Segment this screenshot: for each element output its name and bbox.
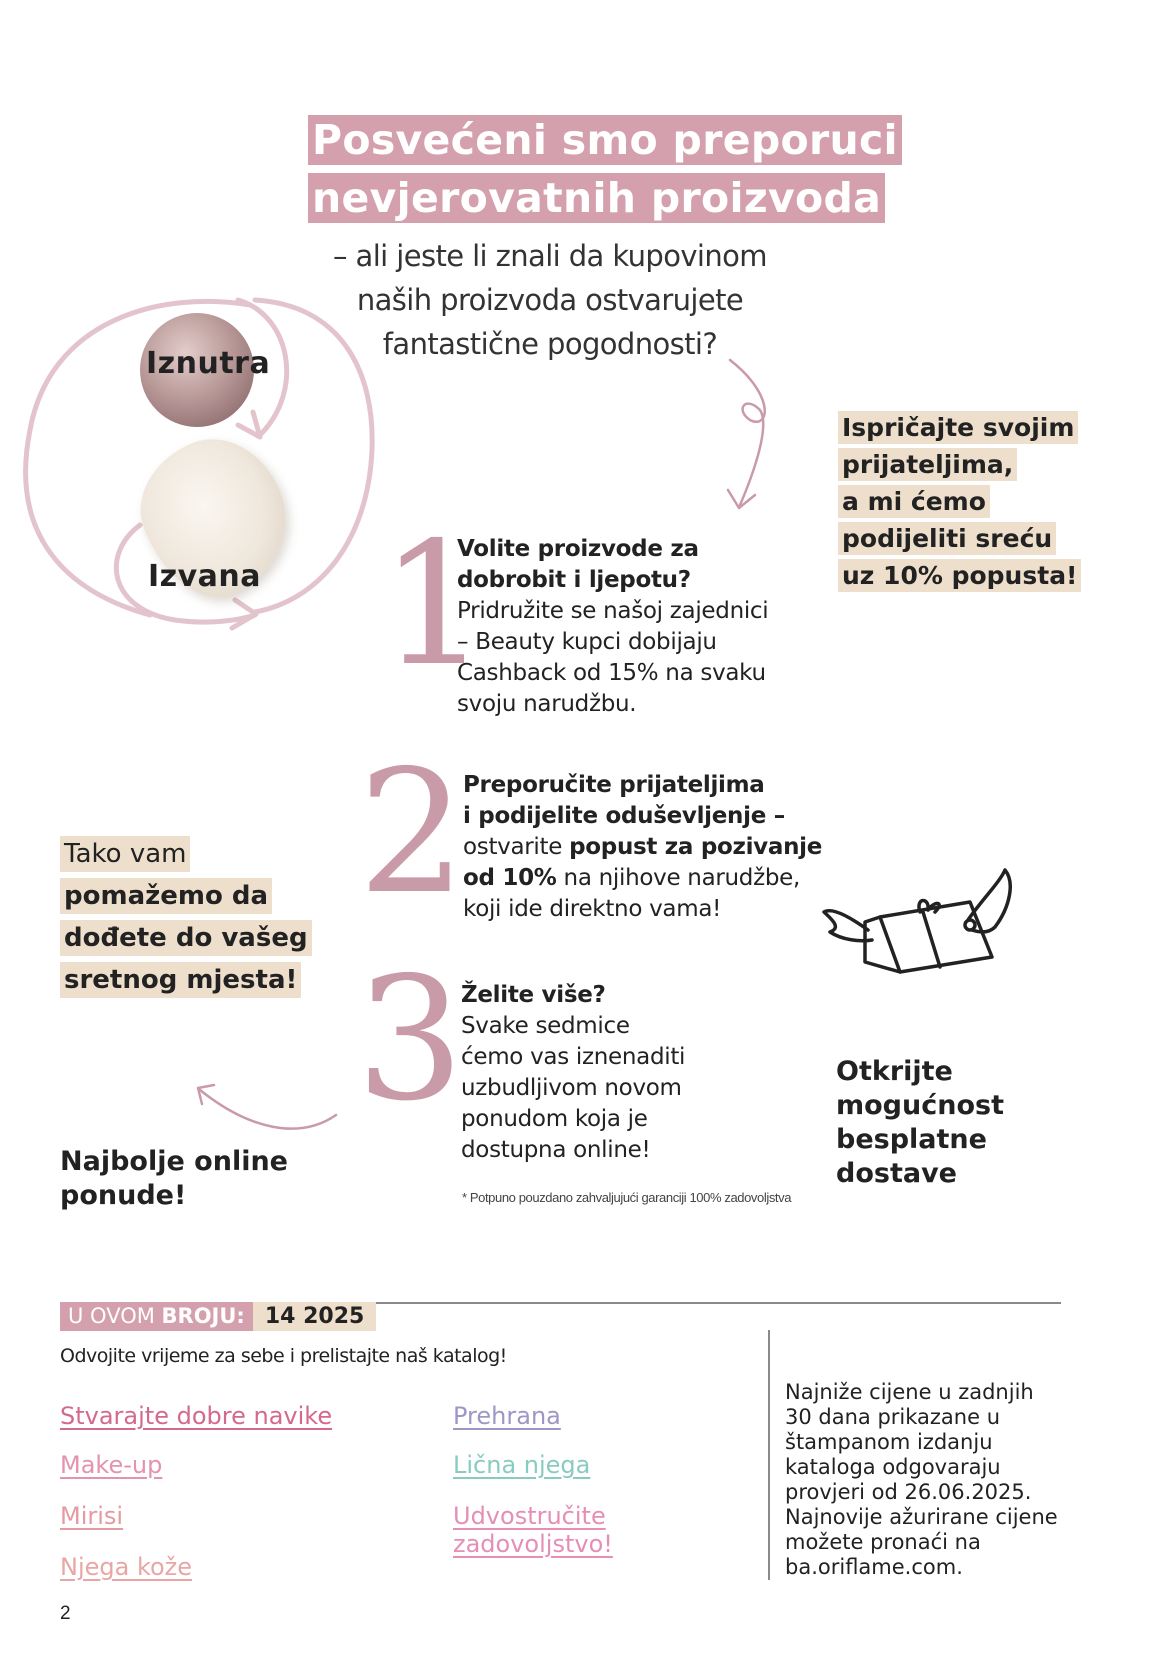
- step-1-text: Volite proizvode za dobrobit i ljepotu? Pridružite se našoj zajednici – Beauty kupci dobijaju Cashback od 15% na svaku svoju narudžbu.: [457, 536, 769, 717]
- page-title-line-2: nevjerovatnih proizvoda: [308, 173, 885, 223]
- step-2-number: 2: [358, 734, 467, 932]
- toc-link-personal-care[interactable]: Lična njega: [453, 1451, 591, 1479]
- toc-link-good-habits[interactable]: Stvarajte dobre navike: [60, 1402, 333, 1430]
- subtitle: – ali jeste li znali da kupovinom naših proizvoda ostvarujete fantastične pogodnosti?: [333, 239, 767, 361]
- section-divider: [345, 1302, 1061, 1304]
- flying-gift-box-icon: [820, 862, 1020, 1002]
- toc-link-skin-care[interactable]: Njega kože: [60, 1553, 193, 1581]
- toc-link-double-satisfaction[interactable]: Udvostručite zadovoljstvo!: [453, 1502, 613, 1558]
- toc-link-nutrition[interactable]: Prehrana: [453, 1402, 561, 1430]
- step-3-text: Želite više? Svake sedmice ćemo vas iznenaditi uzbudljivom novom ponudom koja je dostupna online!: [461, 982, 686, 1163]
- guarantee-footnote: * Potpuno pouzdano zahvaljujući garanciji 100% zadovoljstva: [462, 1190, 792, 1205]
- step-2-text: Preporučite prijateljima i podijelite oduševljenje – ostvarite popust za pozivanje od 10% na njihove narudžbe, koji ide direktno vama!: [463, 772, 823, 922]
- vertical-divider: [768, 1330, 770, 1580]
- step-3-number: 3: [356, 941, 465, 1139]
- help-callout: Tako vam pomažemo da dođete do vašeg sretnog mjesta!: [60, 836, 312, 1004]
- issue-number: 14 2025: [253, 1302, 377, 1331]
- page-title-line-1: Posvećeni smo preporuci: [308, 115, 902, 165]
- best-online-callout: Najbolje online ponude!: [60, 1146, 288, 1211]
- free-delivery-callout: Otkrijte mogućnost besplatne dostave: [836, 1056, 1004, 1189]
- catalog-intro: Odvojite vrijeme za sebe i prelistajte naš katalog!: [60, 1345, 507, 1367]
- inside-label: Iznutra: [146, 346, 271, 381]
- toc-link-fragrances[interactable]: Mirisi: [60, 1502, 124, 1530]
- tell-friends-callout: Ispričajte svojim prijateljima, a mi ćemo podijeliti sreću uz 10% popusta!: [838, 411, 1081, 596]
- step-1-number: 1: [380, 506, 489, 704]
- toc-link-make-up[interactable]: Make-up: [60, 1451, 163, 1479]
- issue-label: U OVOM BROJU:: [60, 1302, 253, 1331]
- issue-header: [60, 1302, 376, 1331]
- price-note: Najniže cijene u zadnjih 30 dana prikazane u štampanom izdanju kataloga odgovaraju provjeri od 26.06.2025. Najnovije ažurirane cijene možete pronaći na ba.oriflame.com.: [785, 1380, 1058, 1579]
- page-number: 2: [60, 1603, 71, 1624]
- outside-label: Izvana: [148, 559, 262, 594]
